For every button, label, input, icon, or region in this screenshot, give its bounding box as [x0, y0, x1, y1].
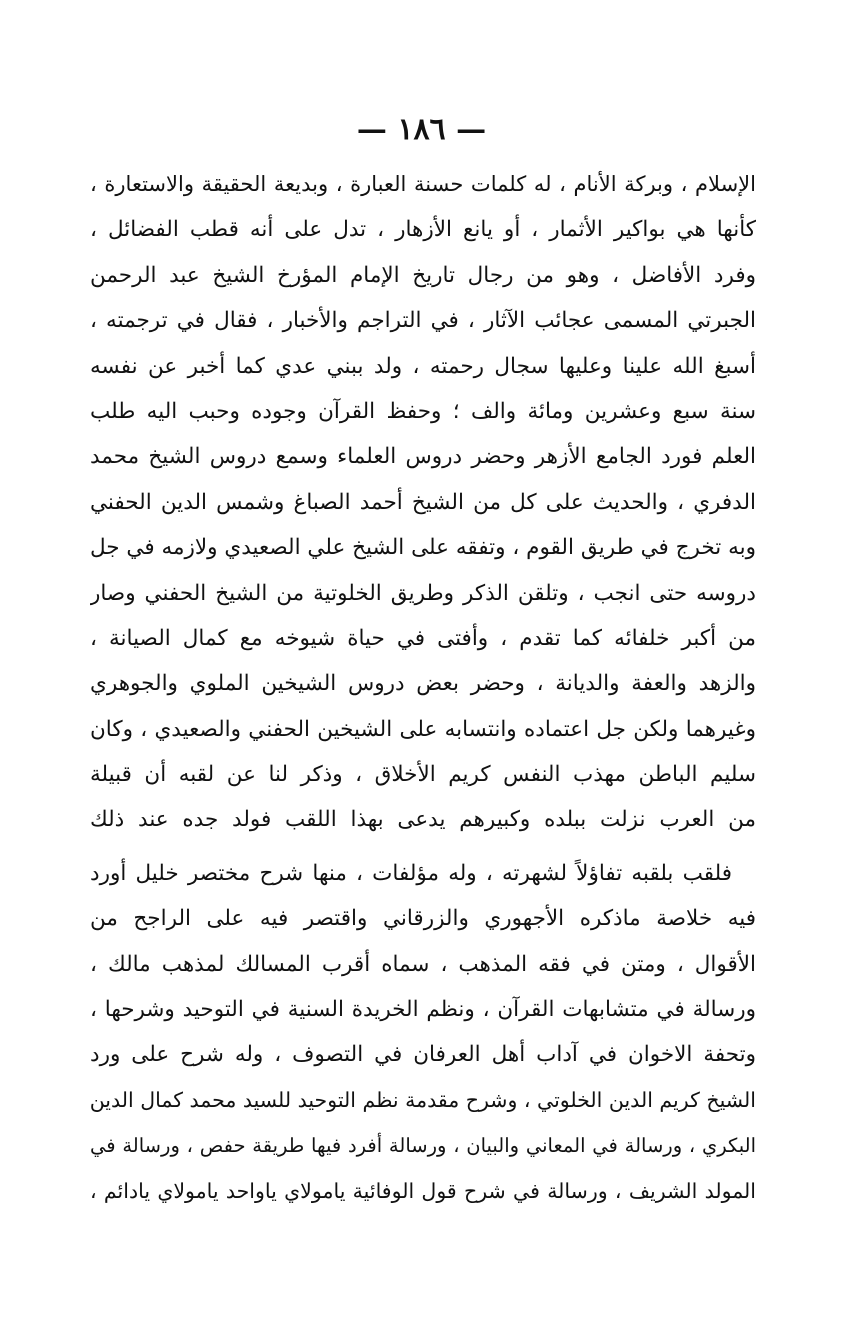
text-line: الشيخ كريم الدين الخلوتي ، وشرح مقدمة نظم التوحيد للسيد محمد كمال الدين [90, 1087, 756, 1112]
text-line: المولد الشريف ، ورسالة في شرح قول الوفائية يامولاي ياواحد يامولاي يادائم ، [90, 1178, 756, 1203]
text-line: الإسلام ، وبركة الأنام ، له كلمات حسنة العبارة ، وبديعة الحقيقة والاستعارة ، [90, 172, 756, 196]
text-line: وفرد الأفاضل ، وهو من رجال تاريخ الإمام المؤرخ الشيخ عبد الرحمن [90, 262, 756, 288]
text-line: دروسه حتى انجب ، وتلقن الذكر وطريق الخلوتية من الشيخ الحفني وصار [90, 580, 756, 606]
text-line: فلقب بلقبه تفاؤلاً لشهرته ، وله مؤلفات ، منها شرح مختصر خليل أورد [90, 860, 732, 886]
text-line: الدفري ، والحديث على كل من الشيخ أحمد الصباغ وشمس الدين الحفني [90, 489, 756, 515]
text-line: الأقوال ، ومتن في فقه المذهب ، سماه أقرب المسالك لمذهب مالك ، [90, 951, 756, 977]
text-line: البكري ، ورسالة في المعاني والبيان ، ورسالة أفرد فيها طريقة حفص ، ورسالة في [90, 1134, 756, 1158]
text-line: فيه خلاصة ماذكره الأجهوري والزرقاني واقتصر فيه على الراجح من [90, 906, 756, 932]
text-line: كأنها هي بواكير الأثمار ، أو يانع الأزهار ، تدل على أنه قطب الفضائل ، [90, 217, 756, 243]
text-line: وغيرهما ولكن جل اعتماده وانتسابه على الشيخين الحفني والصعيدي ، وكان [90, 716, 756, 742]
text-line: ورسالة في متشابهات القرآن ، ونظم الخريدة السنية في التوحيد وشرحها ، [90, 997, 756, 1023]
text-line: وتحفة الاخوان في آداب أهل العرفان في التصوف ، وله شرح على ورد [90, 1042, 756, 1068]
text-line: سنة سبع وعشرين ومائة والف ؛ وحفظ القرآن وجوده وحبب اليه طلب [90, 398, 756, 424]
body-text [90, 162, 756, 1214]
text-line: العلم فورد الجامع الأزهر وحضر دروس العلماء وسمع دروس الشيخ محمد [90, 444, 756, 470]
text-line: أسبغ الله علينا وعليها سجال رحمته ، ولد ببني عدي كما أخبر عن نفسه [90, 353, 756, 379]
text-line: من العرب نزلت ببلده وكبيرهم يدعى بهذا اللقب فولد جده عند ذلك [90, 807, 756, 833]
text-line: من أكبر خلفائه كما تقدم ، وأفتى في حياة شيوخه مع كمال الصيانة ، [90, 625, 756, 651]
text-line: وبه تخرج في طريق القوم ، وتفقه على الشيخ علي الصعيدي ولازمه في جل [90, 535, 756, 561]
text-line: الجبرتي المسمى عجائب الآثار ، في التراجم والأخبار ، فقال في ترجمته ، [90, 308, 756, 334]
text-line: والزهد والعفة والديانة ، وحضر بعض دروس الشيخين الملوي والجوهري [90, 671, 756, 697]
page-number: — ١٨٦ — [356, 112, 487, 147]
text-line: سليم الباطن مهذب النفس كريم الأخلاق ، وذكر لنا عن لقبه أن قبيلة [90, 762, 756, 788]
